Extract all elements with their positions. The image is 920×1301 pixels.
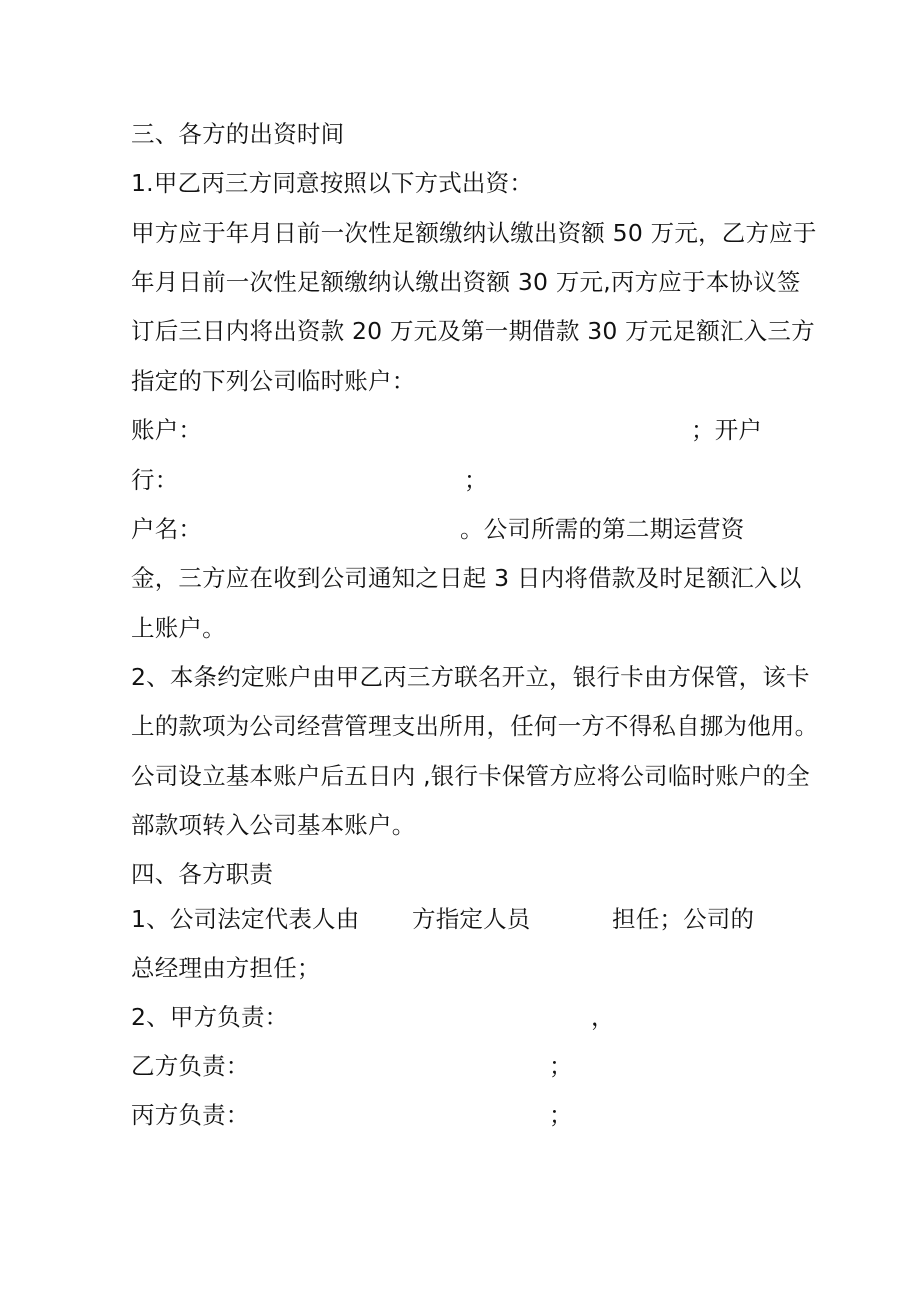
s3-p1-line-1: 1.甲乙丙三方同意按照以下方式出资： xyxy=(131,169,534,197)
bank-label: 行： xyxy=(131,466,179,494)
duty-b-end: ； xyxy=(549,1052,573,1080)
s3-p2-line-4: 部款项转入公司基本账户。 xyxy=(131,811,416,839)
s4-p1-part-3: 担任；公司的 xyxy=(612,905,755,933)
s3-p2-line-2: 上的款项为公司经营管理支出所用，任何一方不得私自挪为他用。 xyxy=(131,712,819,740)
account-name-line xyxy=(131,509,771,549)
bank-line xyxy=(131,460,531,500)
account-name-end: 。公司所需的第二期运营资 xyxy=(460,515,745,543)
s3-p1-line-10: 上账户。 xyxy=(131,614,226,642)
section-4-heading: 四、各方职责 xyxy=(131,860,274,888)
duty-b-label: 乙方负责： xyxy=(131,1052,250,1080)
duty-b-line xyxy=(131,1046,591,1086)
s3-p1-line-2: 甲方应于年月日前一次性足额缴纳认缴出资额 50 万元，乙方应于 xyxy=(131,219,817,247)
duty-c-label: 丙方负责： xyxy=(131,1101,250,1129)
s3-p2-line-1: 2、本条约定账户由甲乙丙三方联名开立，银行卡由方保管，该卡 xyxy=(131,663,810,691)
duty-a-label: 2、甲方负责： xyxy=(131,1003,289,1031)
bank-end: ； xyxy=(464,466,488,494)
duty-a-end: ， xyxy=(591,1003,615,1031)
s4-p1-part-1: 1、公司法定代表人由 xyxy=(131,905,360,933)
account-end: ；开户 xyxy=(691,416,763,444)
s3-p1-line-4: 订后三日内将出资款 20 万元及第一期借款 30 万元足额汇入三方 xyxy=(131,317,815,345)
s4-p1-line-2: 总经理由方担任； xyxy=(131,954,321,982)
account-label: 账户： xyxy=(131,416,203,444)
s3-p1-line-9: 金，三方应在收到公司通知之日起 3 日内将借款及时足额汇入以 xyxy=(131,564,802,592)
s4-p1-part-2: 方指定人员 xyxy=(412,905,531,933)
s3-p2-line-3: 公司设立基本账户后五日内 ,银行卡保管方应将公司临时账户的全 xyxy=(131,762,810,790)
account-line xyxy=(131,410,791,450)
duty-c-end: ； xyxy=(549,1101,573,1129)
s3-p1-line-3: 年月日前一次性足额缴纳认缴出资额 30 万元,丙方应于本协议签 xyxy=(131,268,801,296)
duty-a-line xyxy=(131,997,631,1037)
s3-p1-line-5: 指定的下列公司临时账户： xyxy=(131,367,416,395)
duty-c-line xyxy=(131,1095,591,1135)
section-3-heading: 三、各方的出资时间 xyxy=(131,120,345,148)
s4-p1-line-1 xyxy=(131,899,771,939)
account-name-label: 户名： xyxy=(131,515,203,543)
